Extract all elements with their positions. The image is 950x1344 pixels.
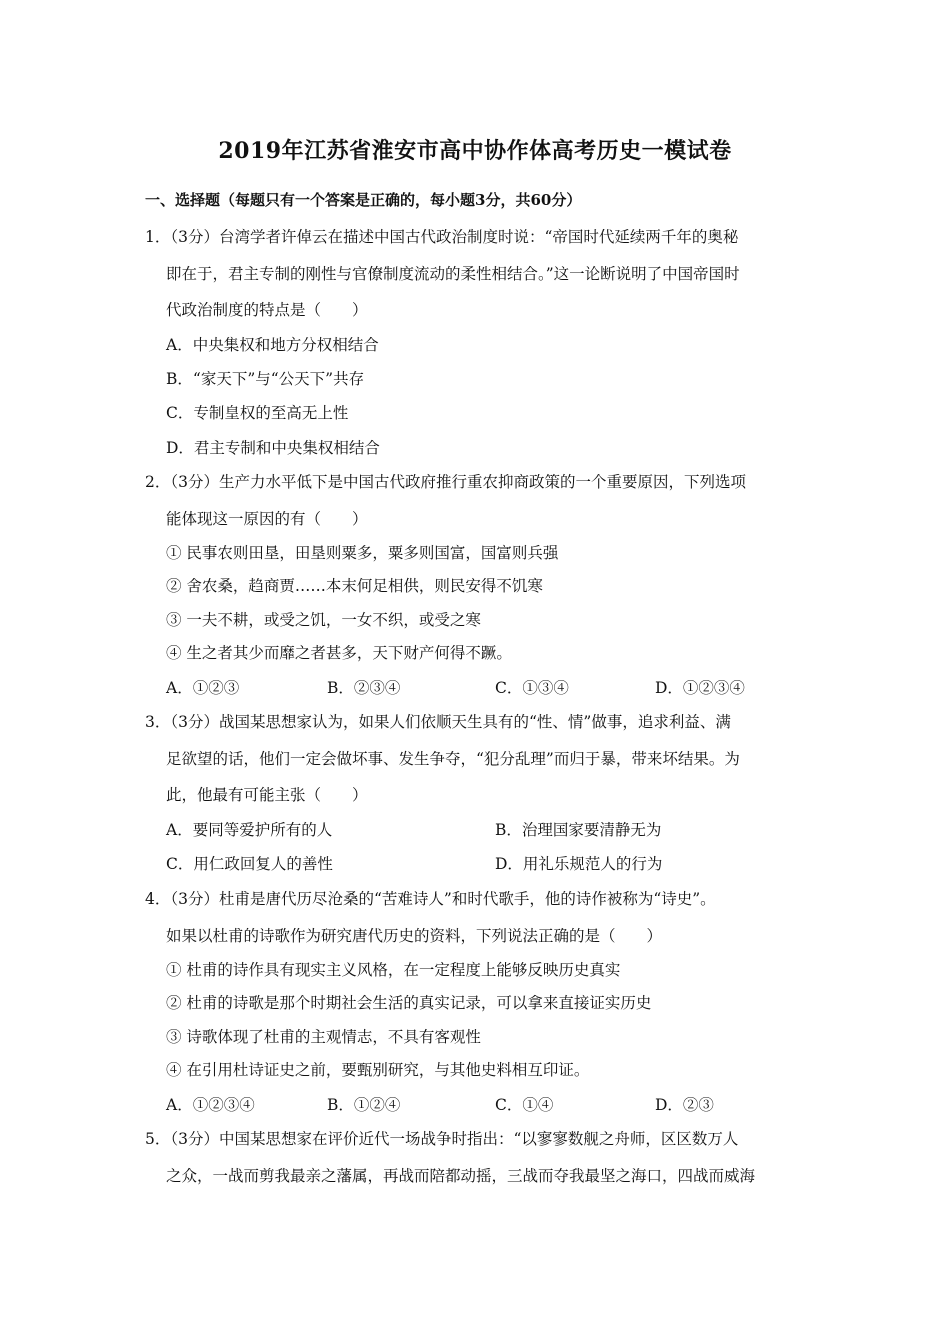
question-1-line-3: 代政治制度的特点是（ ） [166, 301, 368, 319]
question-1-option-a: A．中央集权和地方分权相结合 [166, 336, 379, 354]
question-4-option-b: B．①②④ [327, 1096, 401, 1114]
question-2-option-a: A．①②③ [166, 679, 240, 697]
question-4-line-2: 如果以杜甫的诗歌作为研究唐代历史的资料，下列说法正确的是（ ） [166, 927, 663, 945]
question-5-line-2: 之众，一战而剪我最亲之藩属，再战而陪都动摇，三战而夺我最坚之海口，四战而威海 [166, 1167, 756, 1185]
question-4-option-c: C．①④ [495, 1096, 554, 1114]
question-3-line-1: 3．（3分）战国某思想家认为，如果人们依顺天生具有的“性、情”做事，追求利益、满 [145, 713, 731, 731]
question-4-statement-4: ④ 在引用杜诗证史之前，要甄别研究，与其他史料相互印证。 [166, 1061, 590, 1079]
question-1-line-2: 即在于，君主专制的刚性与官僚制度流动的柔性相结合。”这一论断说明了中国帝国时 [166, 265, 740, 283]
question-2-statement-3: ③ 一夫不耕，或受之饥，一女不织，或受之寒 [166, 611, 481, 629]
question-2-option-b: B．②③④ [327, 679, 401, 697]
question-4-statement-2: ② 杜甫的诗歌是那个时期社会生活的真实记录，可以拿来直接证实历史 [166, 994, 652, 1012]
question-4-option-a: A．①②③④ [166, 1096, 255, 1114]
question-2-line-2: 能体现这一原因的有（ ） [166, 510, 368, 528]
question-3-line-3: 此，他最有可能主张（ ） [166, 786, 368, 804]
question-1-line-1: 1．（3分）台湾学者许倬云在描述中国古代政治制度时说：“帝国时代延续两千年的奥秘 [145, 228, 739, 246]
section-heading: 一、选择题（每题只有一个答案是正确的，每小题3分，共60分） [145, 191, 582, 209]
question-4-statement-3: ③ 诗歌体现了杜甫的主观情志，不具有客观性 [166, 1028, 481, 1046]
question-2-option-d: D．①②③④ [655, 679, 745, 697]
question-1-option-d: D．君主专制和中央集权相结合 [166, 439, 380, 457]
question-5-line-1: 5．（3分）中国某思想家在评价近代一场战争时指出：“以寥寥数舰之舟师，区区数万人 [145, 1130, 739, 1148]
question-4-line-1: 4．（3分）杜甫是唐代历尽沧桑的“苦难诗人”和时代歌手，他的诗作被称为“诗史”。 [145, 890, 716, 908]
question-1-option-b: B．“家天下”与“公天下”共存 [166, 370, 365, 388]
question-1-option-c: C．专制皇权的至高无上性 [166, 404, 349, 422]
question-2-statement-4: ④ 生之者其少而靡之者甚多，天下财产何得不蹶。 [166, 644, 512, 662]
question-4-option-d: D．②③ [655, 1096, 714, 1114]
question-2-line-1: 2．（3分）生产力水平低下是中国古代政府推行重农抑商政策的一个重要原因，下列选项 [145, 473, 746, 491]
page-title: 2019年江苏省淮安市高中协作体高考历史一模试卷 [218, 138, 732, 164]
question-2-option-c: C．①③④ [495, 679, 569, 697]
question-2-statement-1: ① 民事农则田垦，田垦则粟多，粟多则国富，国富则兵强 [166, 544, 559, 562]
question-3-option-c: C．用仁政回复人的善性 [166, 855, 333, 873]
question-3-option-d: D．用礼乐规范人的行为 [495, 855, 663, 873]
question-3-line-2: 足欲望的话，他们一定会做坏事、发生争夺，“犯分乱理”而归于暴，带来坏结果。为 [166, 750, 740, 768]
question-4-statement-1: ① 杜甫的诗作具有现实主义风格，在一定程度上能够反映历史真实 [166, 961, 621, 979]
question-2-statement-2: ② 舍农桑，趋商贾……本末何足相供，则民安得不饥寒 [166, 577, 543, 595]
question-3-option-b: B．治理国家要清静无为 [495, 821, 662, 839]
question-3-option-a: A．要同等爱护所有的人 [166, 821, 333, 839]
